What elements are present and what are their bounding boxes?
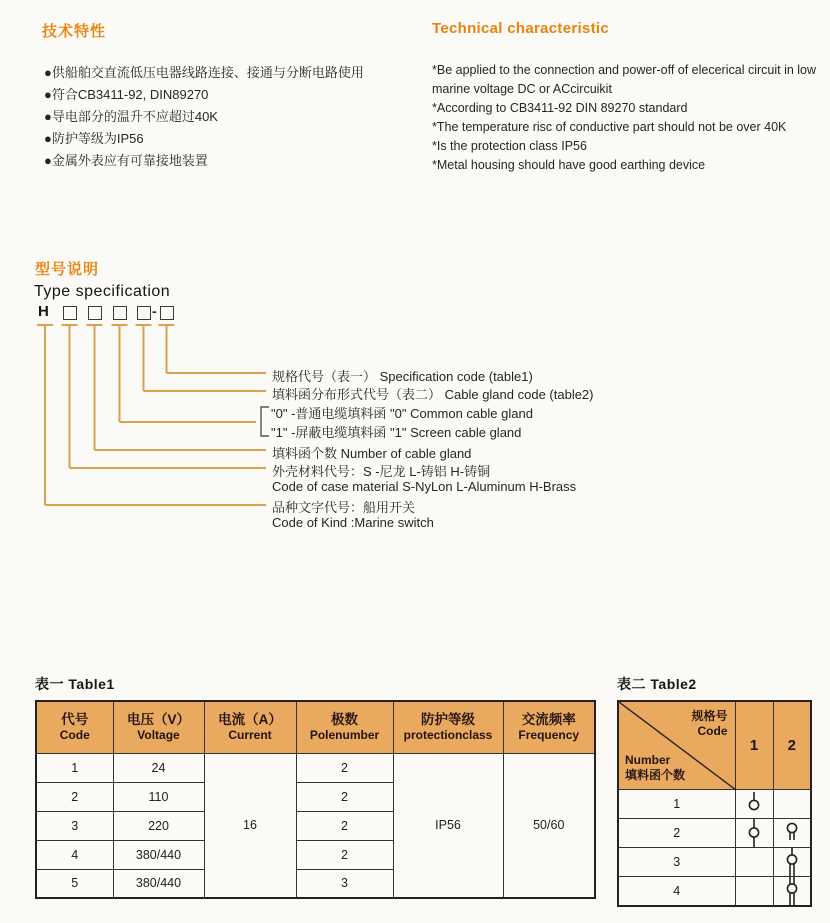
table1-cell-voltage: 220	[113, 811, 204, 840]
type-spec-heading-zh: 型号说明	[35, 261, 100, 278]
tech-bullet-en: *Be applied to the connection and power-off of elecerical circuit in low marine voltage DC or ACcircuikit	[432, 63, 817, 96]
table2-row	[618, 789, 811, 818]
table1-cell-voltage: 380/440	[113, 840, 204, 869]
empty-cell	[773, 789, 811, 818]
tech-bullets-zh	[44, 62, 416, 172]
table1-cell-voltage: 110	[113, 782, 204, 811]
label-gland-1: "1" -屏蔽电缆填料函 "1" Screen cable gland	[271, 425, 522, 440]
tech-bullet-zh: ●金属外表应有可靠接地装置	[44, 153, 208, 168]
tech-bullet-zh: ●供船舶交直流低压电器线路连接、接通与分断电路使用	[44, 65, 364, 80]
model-code-prefix: H	[38, 303, 49, 320]
table2-row-label: 3	[618, 847, 735, 876]
table2-row-label: 1	[618, 789, 735, 818]
label-gland-0: "0" -普通电缆填料函 "0" Common cable gland	[271, 406, 533, 421]
table1-header-polenumber: 极数 Polenumber	[296, 701, 393, 753]
label-gland-count: 填料函个数 Number of cable gland	[272, 446, 472, 461]
table2-row-label: 2	[618, 818, 735, 847]
gland-symbol-double-top-double-bottom-icon	[773, 876, 811, 906]
table1-cell-voltage: 380/440	[113, 869, 204, 898]
table2-header-row	[618, 701, 811, 789]
gland-symbol-line-top-double-bottom-icon	[773, 847, 811, 876]
table1-header-row	[36, 701, 595, 753]
table1-cell-code: 2	[36, 782, 113, 811]
label-material-zh: 外壳材料代号：S -尼龙 L-铸铝 H-铸铜	[272, 464, 491, 479]
table1-cell-poles: 3	[296, 869, 393, 898]
tech-bullet-en: *Metal housing should have good earthing device	[432, 158, 706, 172]
tech-bullets-en	[432, 61, 826, 175]
gland-symbol-line-top-icon	[735, 789, 773, 818]
table1-cell-code: 3	[36, 811, 113, 840]
table1-cell-voltage: 24	[113, 753, 204, 782]
tech-bullet-zh: ●防护等级为IP56	[44, 131, 144, 146]
table2-row	[618, 847, 811, 876]
empty-cell	[735, 876, 773, 906]
tech-heading-en: Technical characteristic	[432, 20, 610, 37]
table2-colhead-1: 1	[735, 701, 773, 789]
table1-cell-protection: IP56	[393, 753, 503, 898]
table1-cell-frequency: 50/60	[503, 753, 595, 898]
tech-bullet-en: *According to CB3411-92 DIN 89270 standard	[432, 101, 688, 115]
gland-symbol-double-line-bottom-icon	[773, 818, 811, 847]
table1-cell-code: 1	[36, 753, 113, 782]
tech-bullet-en: *Is the protection class IP56	[432, 139, 587, 153]
table2-colhead-2: 2	[773, 701, 811, 789]
table1-row	[36, 753, 595, 782]
table2	[617, 700, 812, 907]
model-code-box-3	[113, 306, 127, 320]
model-code-box-5	[160, 306, 174, 320]
model-code-box-1	[63, 306, 77, 320]
model-code-dash: -	[152, 303, 157, 319]
table2-title: 表二 Table2	[617, 676, 697, 692]
table1-cell-poles: 2	[296, 753, 393, 782]
table1-cell-current: 16	[204, 753, 296, 898]
table1-header-current: 电流（A） Current	[204, 701, 296, 753]
label-material-en: Code of case material S-NyLon L-Aluminum H-Brass	[272, 479, 577, 494]
table1-header-frequency: 交流频率 Frequency	[503, 701, 595, 753]
model-code-box-2	[88, 306, 102, 320]
model-code-box-4	[137, 306, 151, 320]
tech-bullet-zh: ●符合CB3411-92, DIN89270	[44, 87, 209, 102]
gland-symbol-line-top-bottom-icon	[735, 818, 773, 847]
label-spec-code: 规格代号（表一） Specification code (table1)	[272, 369, 533, 384]
table2-corner-number: Number 填料函个数	[625, 752, 686, 782]
table2-row	[618, 876, 811, 906]
table2-corner-cell	[618, 701, 735, 789]
empty-cell	[735, 847, 773, 876]
bracket-icon	[261, 407, 269, 436]
tech-heading-zh: 技术特性	[42, 23, 107, 40]
label-gland-code: 填料函分布形式代号（表二） Cable gland code (table2)	[272, 387, 594, 402]
table1-cell-code: 5	[36, 869, 113, 898]
table1-cell-poles: 2	[296, 811, 393, 840]
table1-title: 表一 Table1	[35, 676, 115, 692]
table1-cell-code: 4	[36, 840, 113, 869]
tech-bullet-en: *The temperature risc of conductive part should not be over 40K	[432, 120, 787, 134]
label-kind-en: Code of Kind :Marine switch	[272, 515, 434, 530]
label-kind-zh: 品种文字代号：船用开关	[272, 500, 416, 515]
table1-cell-poles: 2	[296, 840, 393, 869]
table2-row	[618, 818, 811, 847]
tech-bullet-zh: ●导电部分的温升不应超过40K	[44, 109, 218, 124]
table1-header-code: 代号 Code	[36, 701, 113, 753]
table2-corner-code: 规格号 Code	[691, 709, 728, 738]
table1-header-voltage: 电压（V） Voltage	[113, 701, 204, 753]
table1	[35, 700, 596, 899]
table1-header-protectionclass: 防护等级 protectionclass	[393, 701, 503, 753]
table2-row-label: 4	[618, 876, 735, 906]
type-spec-heading-en: Type specification	[34, 283, 171, 300]
table1-cell-poles: 2	[296, 782, 393, 811]
